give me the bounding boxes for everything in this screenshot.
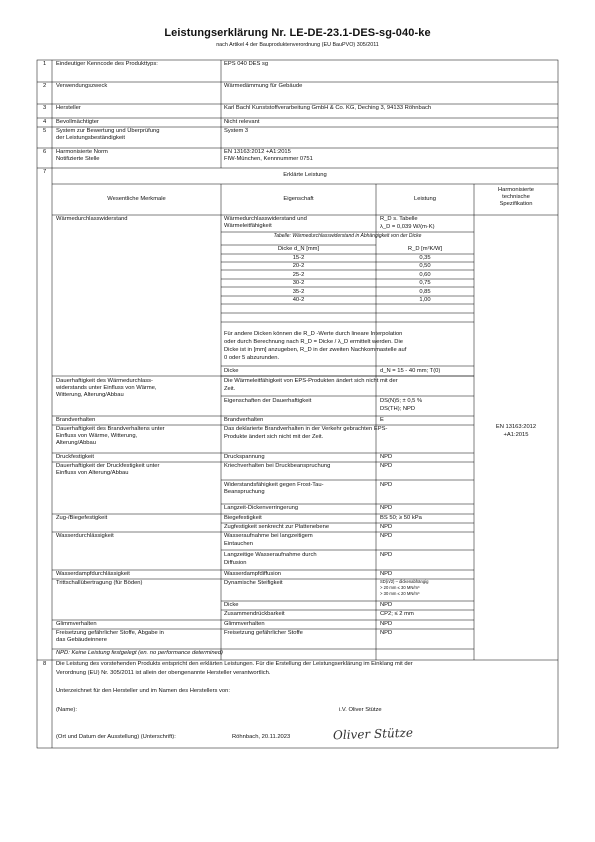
eigenschaft-label: Wärmeleitfähigkeit: [224, 223, 272, 229]
place-value: Röhnbach, 20.11.2023: [232, 734, 291, 740]
row-value: EN 13163:2012 +A1:2015: [224, 149, 291, 155]
merkmal-label: Wasserdurchlässigkeit: [56, 533, 114, 539]
leistung-value: NPD: [380, 552, 393, 558]
col-header-eigenschaft: Eigenschaft: [283, 196, 314, 202]
merkmal-label: das Gebäudeinnere: [56, 637, 107, 643]
merkmal-label: Glimmverhalten: [56, 621, 97, 627]
eigenschaft-label: Biegefestigkeit: [224, 515, 262, 521]
row-value: EPS 040 DES sg: [224, 61, 269, 67]
leistung-value: NPD: [380, 630, 393, 636]
row-value: FIW-München, Kennnummer 0751: [224, 156, 313, 162]
eigenschaft-label: Beanspruchung: [224, 489, 265, 495]
col-header-leistung: Leistung: [414, 196, 436, 202]
signed-for-text: Unterzeichnet für den Hersteller und im Namen des Herstellers von:: [56, 688, 230, 694]
col-header-merkmale: Wesentliche Merkmale: [107, 196, 166, 202]
spez-value: +A1:2015: [503, 432, 529, 438]
merkmal-label: Trittschallübertragung (für Böden): [56, 580, 143, 586]
eigenschaft-label: Widerstandsfähigkeit gegen Frost-Tau-: [224, 482, 324, 488]
table-cell: 35-2: [292, 289, 305, 295]
eigenschaft-label: Wasserdampfdiffusion: [224, 571, 282, 577]
leistung-value: d_N = 15 - 40 mm; T(0): [380, 368, 441, 374]
table-head: R_D [m²K/W]: [407, 246, 443, 252]
leistung-value: NPD: [380, 482, 393, 488]
table-cell: 20-2: [292, 263, 305, 269]
eigenschaft-label: Langzeitige Wasseraufnahme durch: [224, 552, 317, 558]
merkmal-label: widerstands unter Einfluss von Wärme,: [56, 385, 157, 391]
eigenschaft-label: Freisetzung gefährlicher Stoffe: [224, 630, 303, 636]
table-cell: 0,50: [419, 263, 431, 269]
row-label: Eindeutiger Kenncode des Produkttyps:: [56, 61, 158, 67]
row-label: Bevollmächtigter: [56, 119, 99, 125]
eigenschaft-label: Zusammendrückbarkeit: [224, 611, 285, 617]
table-cell: 30-2: [292, 280, 305, 286]
eigenschaft-label: Brandverhalten: [224, 417, 264, 423]
merkmal-label: Einfluss von Alterung/Abbau: [56, 470, 129, 476]
merkmal-label: Einfluss von Wärme, Witterung,: [56, 433, 138, 439]
eigenschaft-label: Langzeit-Dickenverringerung: [224, 505, 299, 511]
merkmal-label: Dauerhaftigkeit des Brandverhaltens unter: [56, 426, 165, 432]
statement-text: Produkte ändert sich nicht mit der Zeit.: [224, 434, 324, 440]
table-cell: 1,00: [419, 297, 431, 303]
signature: Oliver Stütze: [332, 725, 414, 743]
eigenschaft-label: Diffusion: [224, 560, 247, 566]
leistung-value: > 20 mm ≤ 30 MN/m³: [380, 585, 420, 590]
eigenschaft-label: Druckspannung: [224, 454, 265, 460]
row-label: System zur Bewertung und Überprüfung: [56, 128, 160, 134]
eigenschaft-label: Glimmverhalten: [224, 621, 265, 627]
row-label: der Leistungsbeständigkeit: [56, 135, 125, 141]
merkmal-label: Druckfestigkeit: [56, 454, 95, 460]
merkmal-label: Witterung, Alterung/Abbau: [56, 392, 124, 398]
row-number: 7: [43, 169, 47, 175]
merkmal-label: Brandverhalten: [56, 417, 96, 423]
note-text: Dicke ist in [mm] anzugeben, R_D in der zweiten Nachkommastelle auf: [224, 347, 407, 353]
col-header-spez: Harmonisierte: [497, 187, 535, 193]
leistung-value: E: [380, 417, 384, 423]
merkmal-label: Dauerhaftigkeit des Wärmedurchlass-: [56, 378, 153, 384]
declaration-text: Verordnung (EU) Nr. 305/2011 ist allein der obengenannte Hersteller verantwortlich.: [56, 670, 271, 676]
statement-text: Das deklarierte Brandverhalten in der Verkehr gebrachten EPS-: [224, 426, 388, 432]
col-header-spez: technische: [502, 194, 530, 200]
eigenschaft-label: Eigenschaften der Dauerhaftigkeit: [224, 398, 312, 404]
merkmal-label: Dauerhaftigkeit der Druckfestigkeit unter: [56, 463, 160, 469]
row-value: Nicht relevant: [224, 119, 260, 125]
leistung-value: R_D s. Tabelle: [380, 216, 418, 222]
name-label: (Name):: [56, 707, 77, 713]
note-text: 0 oder 5 abzurunden.: [224, 355, 280, 361]
eigenschaft-label: Dicke: [224, 368, 239, 374]
row-number: 2: [43, 83, 47, 89]
leistung-value: DS(TH); NPD: [380, 406, 416, 412]
table-cell: 0,60: [419, 272, 431, 278]
declaration-text: Die Leistung des vorstehenden Produkts entspricht den erklärten Leistungen. Für die Erstellung der Leistungserklärung im Einklang mit der: [56, 661, 413, 667]
note-text: oder durch Berechnung nach R_D = Dicke / λ_D ermittelt werden. Die: [224, 339, 403, 345]
row-number: 6: [43, 149, 47, 155]
row-value: System 3: [224, 128, 249, 134]
table-cell: 0,85: [419, 289, 431, 295]
eigenschaft-label: Eintauchen: [224, 541, 254, 547]
table-cell: 40-2: [292, 297, 305, 303]
leistung-value: > 30 mm ≤ 20 MN/m³: [380, 591, 420, 596]
table-cell: 0,75: [419, 280, 431, 286]
row-number: 8: [43, 661, 47, 667]
leistung-value: NPD: [380, 505, 393, 511]
row-value: Karl Bachl Kunststoffverarbeitung GmbH & Co. KG, Deching 3, 94133 Röhnbach: [224, 105, 432, 111]
merkmal-label: Wärmedurchlasswiderstand: [56, 216, 128, 222]
merkmal-label: Zug-/Biegefestigkeit: [56, 515, 108, 521]
row-value: Wärmedämmung für Gebäude: [224, 83, 303, 89]
eigenschaft-label: Wärmedurchlasswiderstand und: [224, 216, 307, 222]
eigenschaft-label: Wasseraufnahme bei langzeitigem: [224, 533, 313, 539]
merkmal-label: Freisetzung gefährlicher Stoffe, Abgabe in: [56, 630, 164, 636]
eigenschaft-label: Kriechverhalten bei Druckbeanspruchung: [224, 463, 331, 469]
document-subtitle: nach Artikel 4 der Bauproduktenverordnung (EU BauPVO) 305/2011: [216, 42, 379, 48]
leistung-value: NPD: [380, 571, 393, 577]
row-number: 3: [43, 105, 47, 111]
statement-text: Die Wärmeleitfähigkeit von EPS-Produkten ändert sich nicht mit der: [224, 378, 398, 384]
leistung-value: NPD: [380, 463, 393, 469]
row-number: 1: [43, 61, 47, 67]
eigenschaft-label: Dynamische Steifigkeit: [224, 580, 283, 586]
place-label: (Ort und Datum der Ausstellung) (Unterschrift):: [56, 734, 176, 740]
leistung-value: NPD: [380, 602, 393, 608]
leistung-value: NPD: [380, 454, 393, 460]
leistung-value: NPD: [380, 524, 393, 530]
section-heading: Erklärte Leistung: [283, 172, 327, 178]
merkmal-label: Wasserdampfdurchlässigkeit: [56, 571, 130, 577]
leistung-value: BS 50; ≥ 50 kPa: [380, 515, 422, 521]
leistung-value: NPD: [380, 533, 393, 539]
note-text: Für andere Dicken können die R_D -Werte durch lineare Interpolation: [224, 331, 403, 337]
leistung-value: λ_D = 0,039 W/(m·K): [380, 224, 435, 230]
eigenschaft-label: Zugfestigkeit senkrecht zur Plattenebene: [224, 524, 330, 530]
row-number: 4: [43, 119, 47, 125]
row-label: Harmonisierte Norm: [56, 149, 108, 155]
leistung-value: SD(n/2) – dickenabhängig: [380, 579, 429, 584]
row-label: Hersteller: [56, 105, 81, 111]
leistung-value: CP2; ≤ 2 mm: [380, 611, 414, 617]
table-cell: 0,35: [419, 255, 431, 261]
document-title: Leistungserklärung Nr. LE-DE-23.1-DES-sg-040-ke: [164, 27, 431, 39]
row-label: Notifizierte Stelle: [56, 156, 100, 162]
row-label: Verwendungszweck: [56, 83, 108, 89]
statement-text: Zeit.: [224, 386, 236, 392]
leistung-value: DS(N)5; ± 0,5 %: [380, 398, 423, 404]
merkmal-label: Alterung/Abbau: [56, 440, 96, 446]
table-cell: 25-2: [292, 272, 305, 278]
leistung-value: NPD: [380, 621, 393, 627]
table-caption: Tabelle: Wärmedurchlasswiderstand in Abhängigkeit von der Dicke: [273, 233, 422, 239]
spez-value: EN 13163:2012: [495, 424, 537, 430]
table-cell: 15-2: [292, 255, 305, 261]
col-header-spez: Spezifikation: [499, 201, 533, 207]
row-number: 5: [43, 128, 47, 134]
npd-note: NPD: Keine Leistung festgelegt (en. no performance determined): [56, 650, 223, 656]
eigenschaft-label: Dicke: [224, 602, 239, 608]
name-value: i.V. Oliver Stütze: [339, 707, 382, 713]
table-head: Dicke d_N [mm]: [277, 246, 320, 252]
